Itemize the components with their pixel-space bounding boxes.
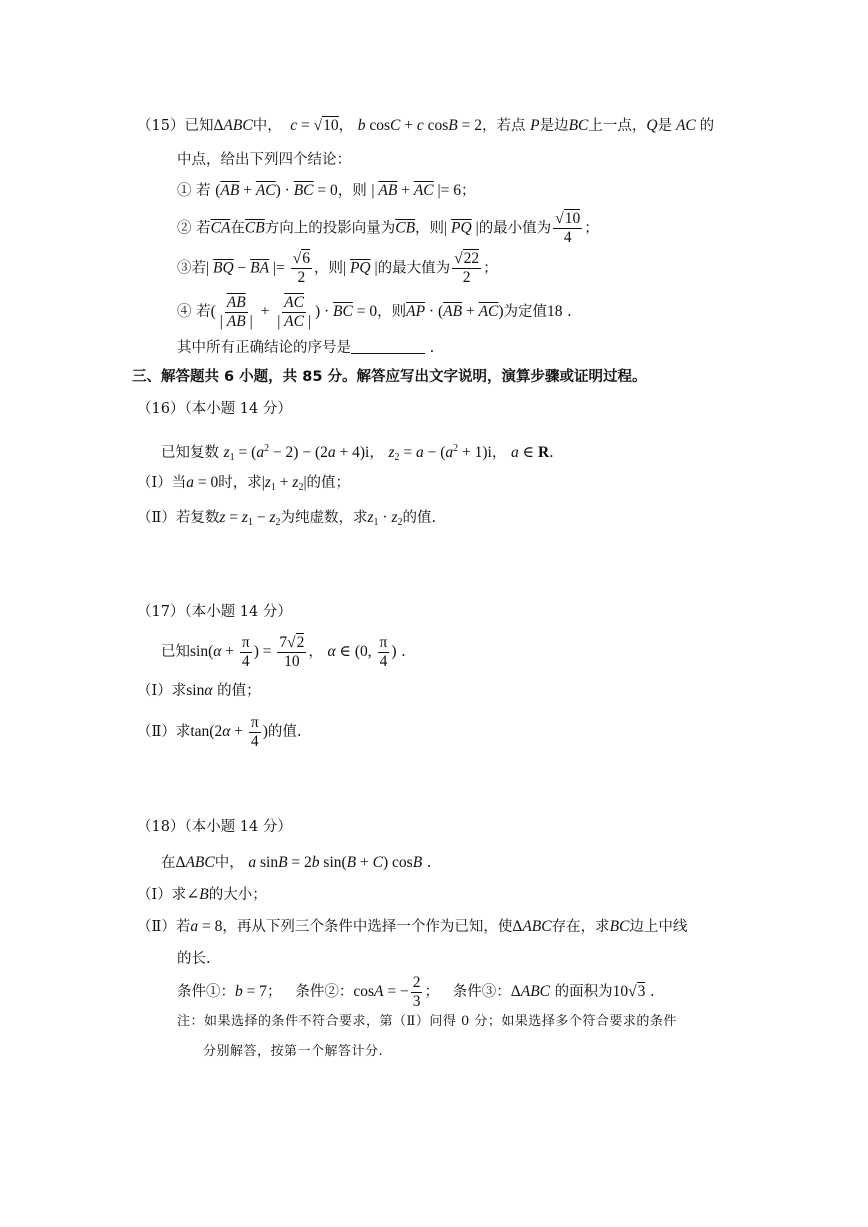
q18-note-1: 注：如果选择的条件不符合要求，第（Ⅱ）问得 0 分；如果选择多个符合要求的条件 [177,1014,677,1029]
q15-ask: 其中所有正确结论的序号是 . [177,340,435,356]
q15-line-1: （15）已知ΔABC中， c = √10， b cosC + c cosB = 2，若点 P是边BC上一点，Q是 AC 的 [137,117,715,134]
q18-title: （18）（本小题 14 分） [137,819,292,835]
q15-formula-cos: b cosC + c cosB = 2 [357,117,482,134]
q16-title: （16）（本小题 14 分） [137,401,292,417]
section-heading: 三、解答题共 6 小题，共 85 分。解答应写出文字说明，演算步骤或证明过程。 [132,369,647,385]
q18-part-2-cont: 的长. [177,951,211,967]
q18-part-2: （Ⅱ）若a = 8，再从下列三个条件中选择一个作为已知，使ΔABC存在，求BC边上中线 [137,918,688,935]
q15-intro: （15）已知 [137,118,214,134]
q15-formula-c: c = √10 [290,117,339,134]
q15-conclusion-2: ② 若$\overline{CA}$在$\overline{CB}$方向上的投影向量为$\overline{CB}$，则| $\overline{PQ}$ |的最小值为 $\frac{√10}{4}$ ； [177,210,599,246]
q17-part-2: （Ⅱ）求tan(2α + $\frac{\pi}{4}$ )的值. [137,713,302,750]
q15-conclusion-3: ③若| $\overline{BQ} - \overline{BA}$ |= $\frac{√6}{2}$ ，则| $\overline{PQ}$ |的最大值为 $\frac{√22}{2}$ ； [177,250,498,286]
q17-given: 已知sin(α + $\frac{\pi}{4}$ ) = $\frac{7√2}{10}$ ， α ∈ (0, $\frac{\pi}{4}$ ) . [161,633,406,670]
q15-conclusion-4: ④ 若( $\frac{\overline{AB}}{| \overline{AB} |}$ + $\frac{\overline{AC}}{| \overline{AC} |}$ ) · $\overline{BC} = 0$，则$\overline{AP} \cdot (\overline{AB} + \overline{AC})$为定值18 . [177,293,572,330]
q15-conclusion-1: ① 若 $(\overline{AB} + \overline{AC}) \cdot \overline{BC} = 0$，则 | $\overline{AB} + \overline{AC}$ |= 6； [177,182,476,199]
q18-part-1: （Ⅰ）求∠B的大小； [137,886,267,903]
q16-given: 已知复数 $z_1 = (a^2 - 2) - (2a + 4)i$， $z_2 = a - (a^2 + 1)i$， a ∈ R. [161,443,554,463]
answer-blank [351,339,425,354]
q17-part-1: （Ⅰ）求sinα 的值； [137,682,261,699]
q16-part-2: （Ⅱ）若复数$z = z_1 - z_2$为纯虚数，求$z_1 \cdot z_2$的值. [137,509,437,528]
q18-conditions: 条件①：b = 7； 条件②：cosA = − $\frac{2}{3}$ ； 条件③：ΔABC 的面积为10√3 . [177,973,655,1010]
q17-title: （17）（本小题 14 分） [137,604,292,620]
q18-note-2: 分别解答，按第一个解答计分. [203,1044,384,1059]
q16-part-1: （Ⅰ）当a = 0时，求$|z_1 + z_2|$的值； [137,474,351,493]
q18-given: 在ΔABC中， a sinB = 2b sin(B + C) cosB . [161,854,432,871]
q15-line-2: 中点，给出下列四个结论： [177,152,351,168]
